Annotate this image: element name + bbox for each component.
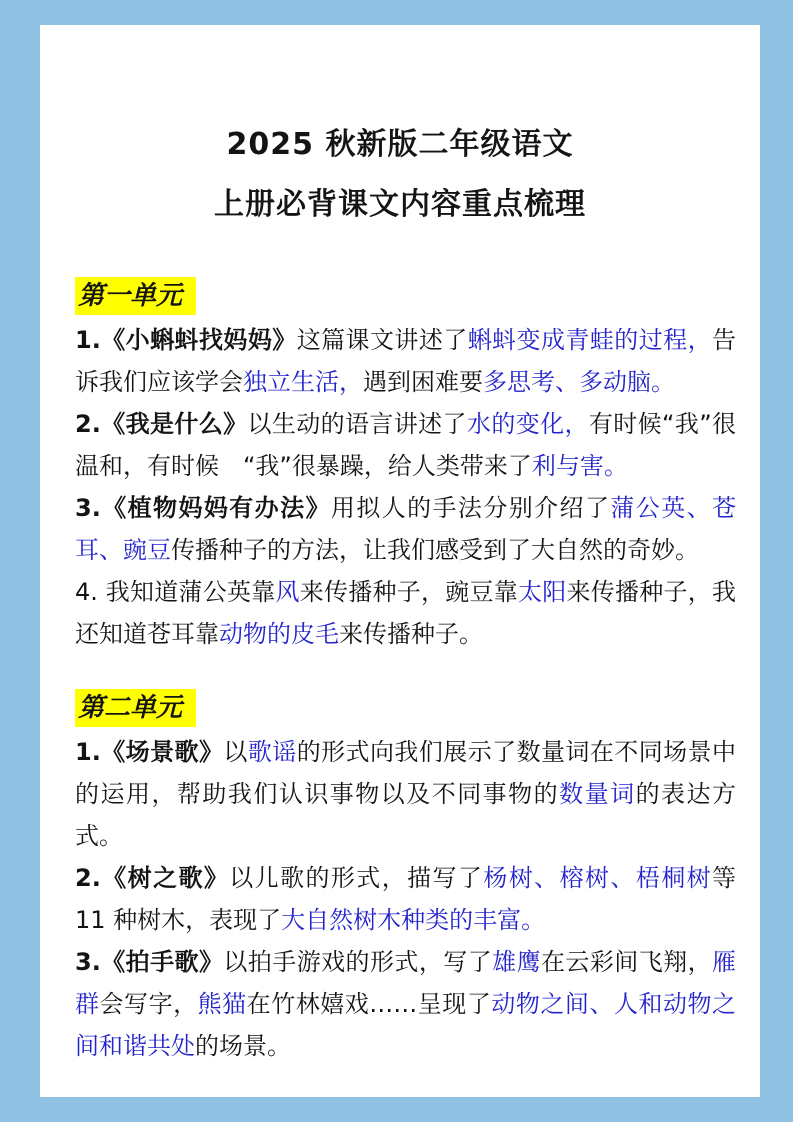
text-segment-blue: 蒲公英、苍耳、豌豆 [75,494,737,564]
text-segment-normal: 这篇课文讲述了 [296,326,468,354]
text-segment-blue: 蝌蚪变成青蛙的过程， [467,326,712,354]
list-item [75,403,736,487]
text-segment-bold: 1.《场景歌》 [75,738,224,766]
text-segment-normal: 有时候“我”很温和，有时候 “我”很暴躁，给人类带来了 [75,410,737,480]
text-segment-normal: 会写字， [99,990,198,1018]
page-title-line1: 2025 秋新版二年级语文 [226,127,574,162]
list-item [75,941,736,1067]
list-item [75,857,744,941]
list-item [75,731,736,857]
text-segment-blue: 动物之间、人和动物之间和谐共处 [75,990,737,1060]
text-segment-blue: 太阳 [518,578,567,606]
unit-section [75,689,744,1067]
text-segment-blue: 数量词 [559,780,636,808]
title-block [40,25,760,235]
text-segment-bold: 3.《植物妈妈有办法》 [75,494,331,522]
text-segment-normal: 以拍手游戏的形式，写了 [223,948,493,976]
text-segment-normal: 在云彩间飞翔， [541,948,713,976]
text-segment-bold: 1.《小蝌蚪找妈妈》 [75,326,297,354]
text-segment-normal: 告诉我们应该学会 [75,326,736,396]
text-segment-normal: 传播种子的方法，让我们感受到了大自然的奇妙。 [171,536,699,564]
section-heading: 第一单元 [75,277,196,315]
text-segment-bold: 3.《拍手歌》 [75,948,224,976]
list-item [75,487,736,571]
text-segment-blue: 雄鹰 [492,948,541,976]
list-item [75,319,736,403]
text-segment-normal: 的表达方式。 [75,780,737,850]
text-segment-blue: 大自然树木种类的丰富。 [281,906,546,934]
text-segment-normal: 来传播种子，豌豆靠 [299,578,519,606]
document-content [40,277,760,1067]
text-segment-normal: 用拟人的手法分别介绍了 [330,494,611,522]
text-segment-bold: 2.《我是什么》 [75,410,248,438]
text-segment-normal: 的形式向我们展示了数量词在不同场景中的运用，帮助我们认识事物以及不同事物的 [75,738,737,808]
text-segment-blue: 风 [275,578,300,606]
text-segment-blue: 雁群 [75,948,737,1018]
text-segment-blue: 水的变化， [466,410,589,438]
text-segment-blue: 歌谣 [247,738,297,766]
page-title-line2: 上册必背课文内容重点梳理 [214,187,586,222]
text-segment-blue: 独立生活， [243,368,363,396]
text-segment-normal: 以儿歌的形式，描写了 [229,864,484,892]
text-segment-blue: 利与害。 [531,452,628,480]
text-segment-blue: 多思考、多动脑。 [483,368,675,396]
text-segment-blue: 动物的皮毛 [219,620,339,648]
unit-section [75,277,736,655]
text-segment-blue: 杨树、榕树、梧桐树 [483,864,713,892]
text-segment-blue: 熊猫 [197,990,247,1018]
text-segment-normal: 4. 我知道蒲公英靠 [75,578,276,606]
list-item [75,571,736,655]
document-page [40,25,760,1097]
section-heading: 第二单元 [75,689,196,727]
text-segment-bold: 2.《树之歌》 [75,864,230,892]
text-segment-normal: 来传播种子，我还知道苍耳靠 [75,578,737,648]
text-segment-normal: 在竹林嬉戏……呈现了 [246,990,492,1018]
text-segment-normal: 的场景。 [195,1032,291,1060]
text-segment-normal: 以 [223,738,248,766]
text-segment-normal: 来传播种子。 [339,620,483,648]
text-segment-normal: 以生动的语言讲述了 [247,410,467,438]
text-segment-normal: 等 11 种树木，表现了 [75,864,744,934]
text-segment-normal: 遇到困难要 [363,368,483,396]
